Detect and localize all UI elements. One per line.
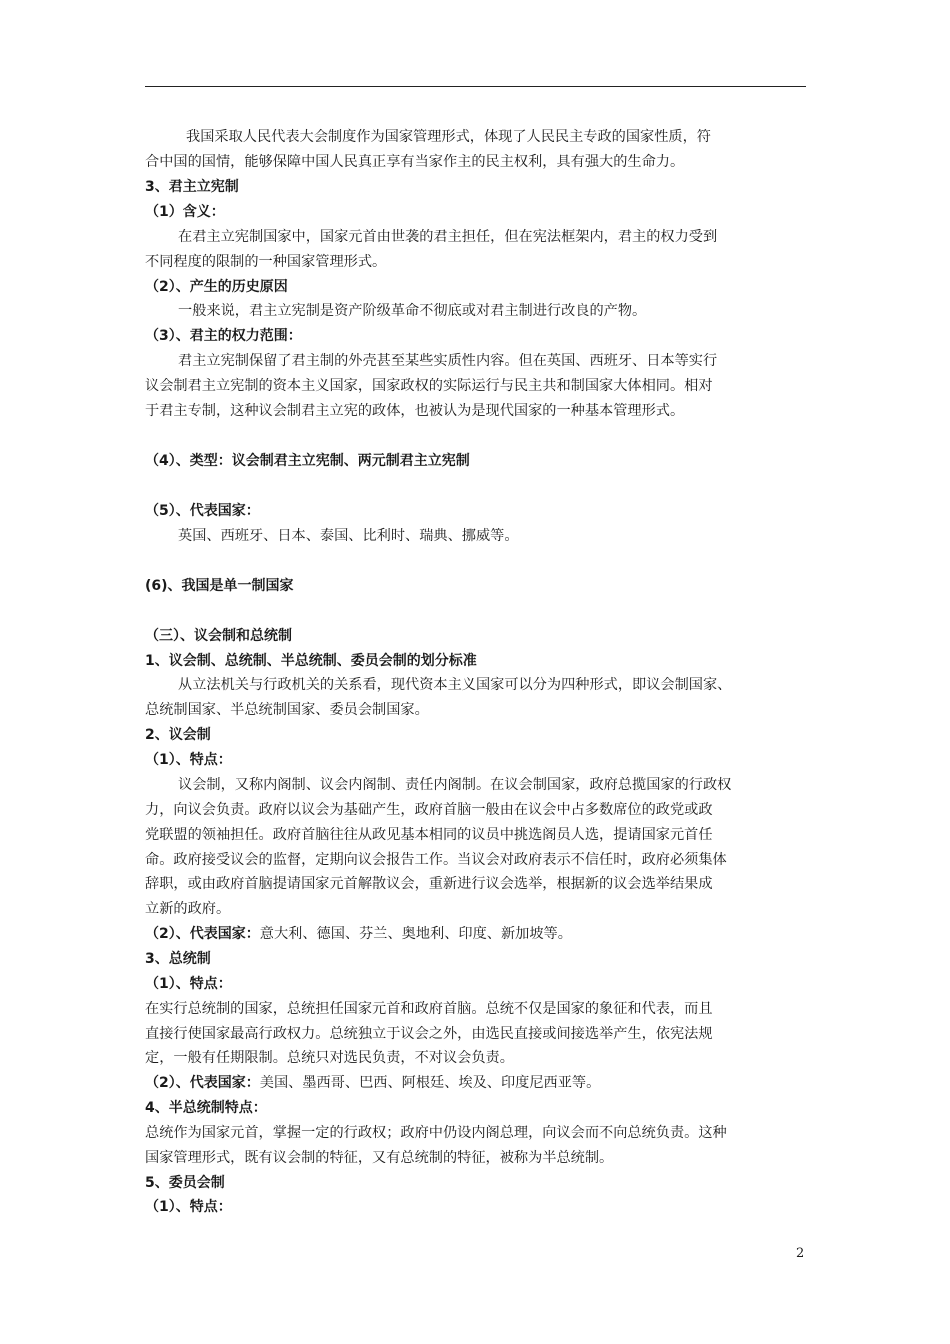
subheading: （2）、代表国家： [145,1075,260,1091]
paragraph-line: 于君主专制，这种议会制君主立宪的政体，也被认为是现代国家的一种基本管理形式。 [145,403,685,419]
paragraph-line: 议会制君主立宪制的资本主义国家，国家政权的实际运行与民主共和制国家大体相同。相对 [145,378,713,394]
paragraph-text: 意大利、德国、芬兰、奥地利、印度、新加坡等。 [259,926,572,942]
paragraph-line: 在君主立宪制国家中，国家元首由世袭的君主担任，但在宪法框架内，君主的权力受到 [178,229,718,245]
subheading: （1）含义： [145,204,225,220]
paragraph-line: 我国采取人民代表大会制度作为国家管理形式，体现了人民民主专政的国家性质，符 [186,129,711,145]
paragraph-line: 在实行总统制的国家，总统担任国家元首和政府首脑。总统不仅是国家的象征和代表，而且 [145,1001,713,1017]
subheading: （1）、特点： [145,752,232,768]
paragraph-line: 合中国的国情，能够保障中国人民真正享有当家作主的民主权利，具有强大的生命力。 [145,154,685,170]
paragraph-line: 定，一般有任期限制。总统只对选民负责，不对议会负责。 [145,1050,514,1066]
subheading: （5）、代表国家： [145,503,260,519]
paragraph-line: 命。政府接受议会的监督，定期向议会报告工作。当议会对政府表示不信任时，政府必须集体 [145,852,727,868]
paragraph-text: 美国、墨西哥、巴西、阿根廷、埃及、印度尼西亚等。 [259,1075,601,1091]
paragraph-line: 议会制，又称内阁制、议会内阁制、责任内阁制。在议会制国家，政府总揽国家的行政权 [178,777,732,793]
subheading: （2）、代表国家： [145,926,260,942]
section-heading: 1、议会制、总统制、半总统制、委员会制的划分标准 [145,653,477,669]
paragraph-line: 立新的政府。 [145,901,231,917]
section-heading: 5、委员会制 [145,1175,225,1191]
subheading: （4）、类型：议会制君主立宪制、两元制君主立宪制 [145,453,470,469]
paragraph-line: 英国、西班牙、日本、泰国、比利时、瑞典、挪威等。 [178,528,519,544]
subheading: （1）、特点： [145,1199,232,1215]
section-heading: 4、半总统制特点： [145,1100,267,1116]
subheading: （3）、君主的权力范围： [145,328,302,344]
subheading: (6)、我国是单一制国家 [145,578,294,594]
section-heading: 3、君主立宪制 [145,179,239,195]
subheading: （2）、产生的历史原因 [145,279,288,295]
paragraph-line: 力，向议会负责。政府以议会为基础产生，政府首脑一般由在议会中占多数席位的政党或政 [145,802,713,818]
paragraph-line: 不同程度的限制的一种国家管理形式。 [145,254,387,270]
section-heading: 3、总统制 [145,951,211,967]
paragraph-line: 直接行使国家最高行政权力。总统独立于议会之外，由选民直接或间接选举产生，依宪法规 [145,1026,713,1042]
paragraph-line: 国家管理形式，既有议会制的特征，又有总统制的特征，被称为半总统制。 [145,1150,614,1166]
subheading-with-text [145,1073,815,1093]
page-number: 2 [796,1246,805,1261]
paragraph-line: 君主立宪制保留了君主制的外壳甚至某些实质性内容。但在英国、西班牙、日本等实行 [178,353,718,369]
header-rule [145,86,806,87]
subheading: （1）、特点： [145,976,232,992]
subheading-with-text [145,924,815,944]
paragraph-line: 总统作为国家元首，掌握一定的行政权；政府中仍设内阁总理，向议会而不向总统负责。这种 [145,1125,727,1141]
paragraph-line: 总统制国家、半总统制国家、委员会制国家。 [145,702,429,718]
paragraph-line: 辞职，或由政府首脑提请国家元首解散议会，重新进行议会选举，根据新的议会选举结果成 [145,876,713,892]
section-heading: （三）、议会制和总统制 [145,628,292,644]
paragraph-line: 一般来说，君主立宪制是资产阶级革命不彻底或对君主制进行改良的产物。 [178,303,647,319]
section-heading: 2、议会制 [145,727,211,743]
paragraph-line: 党联盟的领袖担任。政府首脑往往从政见基本相同的议员中挑选阁员人选，提请国家元首任 [145,827,713,843]
paragraph-line: 从立法机关与行政机关的关系看，现代资本主义国家可以分为四种形式，即议会制国家、 [178,677,732,693]
